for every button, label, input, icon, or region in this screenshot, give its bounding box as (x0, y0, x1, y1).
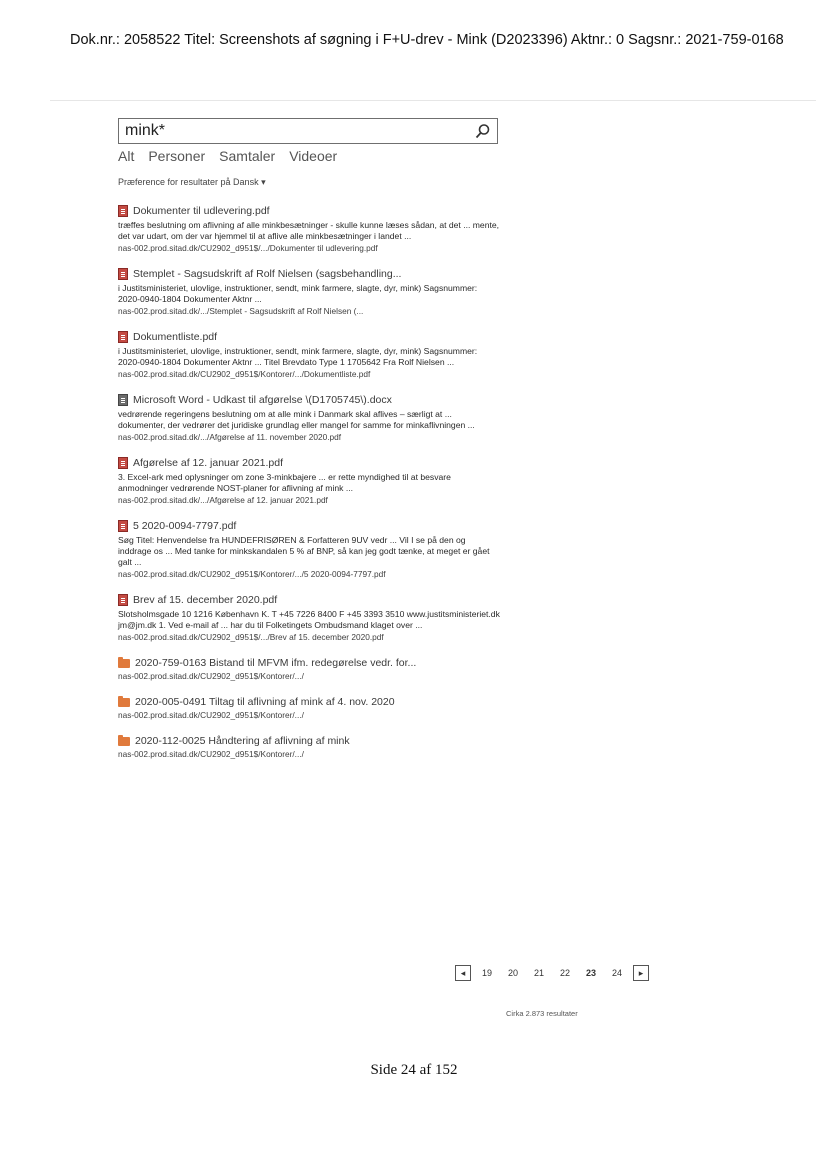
result-snippet: Slotsholmsgade 10 1216 København K. T +45 7226 8400 F +45 3393 3510 www.justitsministeriet.dk jm@jm.dk 1. Ved e-mail af ... har du til Folketingets Ombudsmand klaget over ... (118, 609, 500, 630)
tab-conversations[interactable]: Samtaler (219, 148, 276, 164)
search-icon[interactable] (475, 123, 491, 139)
folder-icon (118, 737, 130, 746)
result-snippet: i Justitsministeriet, ulovlige, instruktioner, sendt, mink farmere, slagte, dyr, mink) Sagsnummer: 2020-0940-1804 Dokumenter Aktnr ... Titel Brevdato Type 1 1705642 Fra Rolf Nielsen ... (118, 346, 478, 367)
result-snippet: træffes beslutning om aflivning af alle minkbesætninger - skulle kunne læses sådan, at det ... mente, det var udart, om der var hjemmel til at aflive alle minkbesætninger i landet ... (118, 220, 500, 241)
result-url: nas-002.prod.sitad.dk/CU2902_d951$/Kontorer/.../Dokumentliste.pdf (118, 369, 371, 379)
tab-people[interactable]: Personer (148, 148, 206, 164)
result-item (118, 695, 500, 721)
search-query[interactable]: mink* (125, 122, 166, 139)
pagination (455, 965, 649, 981)
language-preference[interactable]: Præference for resultater på Dansk ▾ (118, 177, 266, 187)
result-item (118, 519, 500, 580)
result-title-link[interactable]: Afgørelse af 12. januar 2021.pdf (133, 457, 284, 469)
prev-page-button[interactable]: ◂ (455, 965, 471, 981)
pdf-icon (118, 205, 128, 217)
document-header: Dok.nr.: 2058522 Titel: Screenshots af søgning i F+U-drev - Mink (D2023396) Aktnr.: 0 Sagsnr.: 2021-759-0168 (70, 32, 784, 48)
search-input[interactable] (118, 118, 498, 144)
result-snippet: i Justitsministeriet, ulovlige, instruktioner, sendt, mink farmere, slagte, dyr, mink) Sagsnummer: 2020-0940-1804 Dokumenter Aktnr ... (118, 283, 478, 304)
result-url: nas-002.prod.sitad.dk/.../Afgørelse af 12. januar 2021.pdf (118, 495, 328, 505)
page-link[interactable]: 19 (481, 968, 492, 978)
result-item (118, 204, 500, 254)
result-url: nas-002.prod.sitad.dk/CU2902_d951$/Kontorer/.../ (118, 710, 304, 720)
result-url: nas-002.prod.sitad.dk/.../Afgørelse af 11. november 2020.pdf (118, 432, 342, 442)
result-snippet: Søg Titel: Henvendelse fra HUNDEFRISØREN & Forfatteren 9UV vedr ... Vil I se på den og inddrage os ... Med tanke for minkskandalen 5 % af BNP, så kan jeg godt tænke, at meget er gået galt ... (118, 535, 490, 567)
page-link[interactable]: 24 (611, 968, 622, 978)
result-count: Cirka 2.873 resultater (506, 1009, 578, 1018)
result-title-link[interactable]: 2020-759-0163 Bistand til MFVM ifm. redegørelse vedr. for... (135, 657, 417, 669)
result-item (118, 393, 500, 443)
result-item (118, 656, 500, 682)
page-link[interactable]: 21 (533, 968, 544, 978)
result-title-link[interactable]: 5 2020-0094-7797.pdf (133, 520, 237, 532)
folder-icon (118, 659, 130, 668)
scan-divider (50, 100, 816, 101)
page-link-current[interactable]: 23 (585, 968, 596, 978)
result-url: nas-002.prod.sitad.dk/CU2902_d951$/.../Brev af 15. december 2020.pdf (118, 632, 384, 642)
result-snippet: 3. Excel-ark med oplysninger om zone 3-minkbajere ... er rette myndighed til at besvare anmodninger vedrørende NOST-planer for aflivning af mink ... (118, 472, 451, 493)
result-url: nas-002.prod.sitad.dk/CU2902_d951$/Kontorer/.../5 2020-0094-7797.pdf (118, 569, 386, 579)
word-icon (118, 394, 128, 406)
pdf-icon (118, 594, 128, 606)
result-item (118, 593, 500, 643)
pdf-icon (118, 457, 128, 469)
result-snippet: vedrørende regeringens beslutning om at alle mink i Danmark skal aflives – særligt at ... dokumenter, der vedrører det juridiske grundlag eller mangel for samme for minkaflivningen ... (118, 409, 475, 430)
tab-videos[interactable]: Videoer (289, 148, 338, 164)
result-title-link[interactable]: Stemplet - Sagsudskrift af Rolf Nielsen (sagsbehandling... (133, 268, 402, 280)
next-page-button[interactable]: ▸ (633, 965, 649, 981)
result-item (118, 330, 500, 380)
page-link[interactable]: 20 (507, 968, 518, 978)
result-url: nas-002.prod.sitad.dk/.../Stemplet - Sagsudskrift af Rolf Nielsen (... (118, 306, 364, 316)
result-item (118, 456, 500, 506)
pdf-icon (118, 331, 128, 343)
pdf-icon (118, 520, 128, 532)
result-title-link[interactable]: 2020-112-0025 Håndtering af aflivning af mink (135, 735, 350, 747)
search-tabs (118, 148, 337, 164)
page-link[interactable]: 22 (559, 968, 570, 978)
result-title-link[interactable]: 2020-005-0491 Tiltag til aflivning af mink af 4. nov. 2020 (135, 696, 395, 708)
tab-all[interactable]: Alt (118, 148, 135, 164)
result-url: nas-002.prod.sitad.dk/CU2902_d951$/Kontorer/.../ (118, 671, 304, 681)
results-list (118, 204, 500, 773)
page-footer: Side 24 af 152 (370, 1062, 458, 1078)
result-url: nas-002.prod.sitad.dk/CU2902_d951$/.../Dokumenter til udlevering.pdf (118, 243, 378, 253)
result-item (118, 734, 500, 760)
result-title-link[interactable]: Dokumenter til udlevering.pdf (133, 205, 270, 217)
folder-icon (118, 698, 130, 707)
result-item (118, 267, 500, 317)
result-url: nas-002.prod.sitad.dk/CU2902_d951$/Kontorer/.../ (118, 749, 304, 759)
result-title-link[interactable]: Brev af 15. december 2020.pdf (133, 594, 278, 606)
pdf-icon (118, 268, 128, 280)
result-title-link[interactable]: Dokumentliste.pdf (133, 331, 218, 343)
result-title-link[interactable]: Microsoft Word - Udkast til afgørelse \(D1705745\).docx (133, 394, 392, 406)
